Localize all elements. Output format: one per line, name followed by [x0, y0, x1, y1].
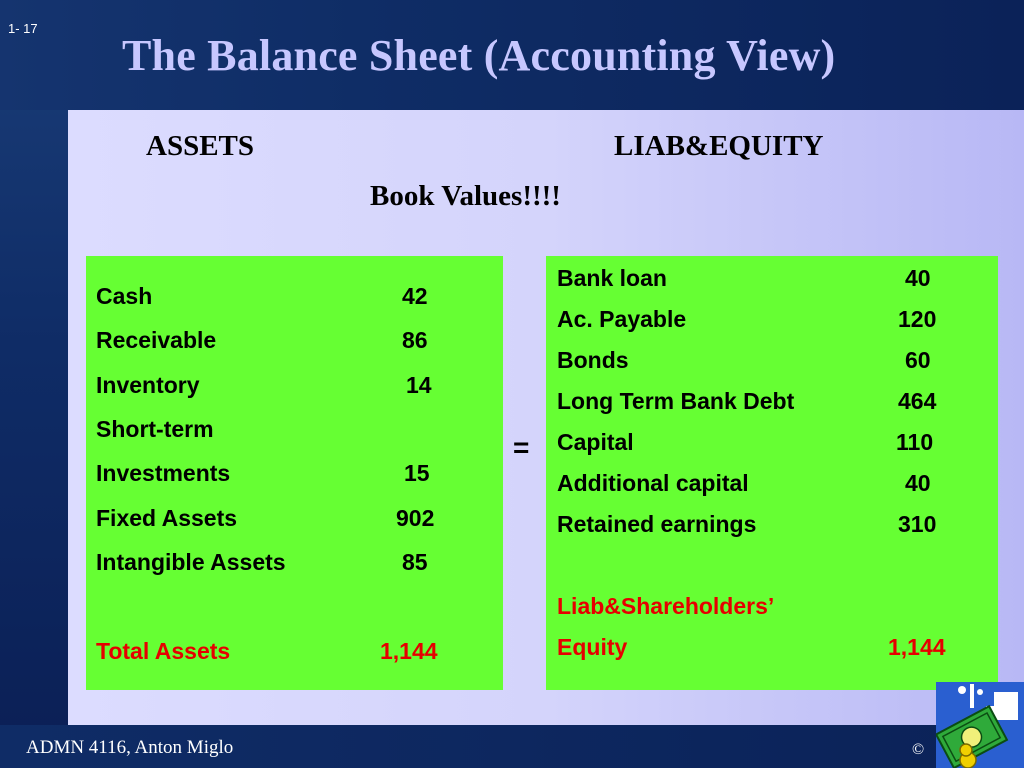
asset-value-fixed-assets: 902	[396, 505, 435, 531]
asset-value-intangible-assets: 85	[402, 549, 428, 575]
asset-value-investments: 15	[404, 460, 430, 486]
liab-value-ac-payable: 120	[898, 306, 937, 332]
asset-label-intangible-assets: Intangible Assets	[96, 549, 286, 575]
asset-value-cash: 42	[402, 283, 428, 309]
liab-equity-box	[546, 256, 998, 690]
total-liab-equity-value: 1,144	[888, 634, 946, 660]
asset-label-fixed-assets: Fixed Assets	[96, 505, 238, 531]
total-assets-label: Total Assets	[96, 638, 231, 664]
liab-value-additional-capital: 40	[905, 470, 931, 496]
footer-author: ADMN 4116, Anton Miglo	[26, 737, 234, 758]
asset-label-investments: Investments	[96, 460, 231, 486]
slide-number: 1- 17	[8, 21, 38, 36]
liab-value-capital: 110	[896, 429, 934, 455]
liab-label-ac-payable: Ac. Payable	[557, 306, 687, 332]
asset-label-cash: Cash	[96, 283, 153, 309]
liab-value-retained-earnings: 310	[898, 511, 937, 537]
liab-label-retained-earnings: Retained earnings	[557, 511, 757, 537]
assets-box	[86, 256, 503, 690]
equals-sign: =	[513, 432, 530, 463]
liab-label-capital: Capital	[557, 429, 634, 455]
liab-value-long-term-bank-debt: 464	[898, 388, 937, 414]
asset-value-inventory: 14	[406, 372, 432, 398]
assets-heading: ASSETS	[146, 130, 255, 162]
book-values-heading: Book Values!!!!	[370, 180, 561, 212]
liab-equity-heading: LIAB&EQUITY	[614, 130, 824, 162]
total-liab-equity-label-line1: Liab&Shareholders’	[557, 593, 775, 619]
left-band	[0, 0, 68, 768]
liab-value-bank-loan: 40	[905, 265, 931, 291]
asset-label-inventory: Inventory	[96, 372, 200, 398]
liab-label-bank-loan: Bank loan	[557, 265, 667, 291]
asset-value-receivable: 86	[402, 327, 428, 353]
asset-label-receivable: Receivable	[96, 327, 217, 353]
total-assets-value: 1,144	[380, 638, 438, 664]
liab-label-bonds: Bonds	[557, 347, 629, 373]
total-liab-equity-label-line2: Equity	[557, 634, 628, 660]
copyright-symbol: ©	[912, 741, 925, 758]
slide-title: The Balance Sheet (Accounting View)	[122, 31, 836, 80]
asset-label-short-term: Short-term	[96, 416, 214, 442]
money-clipart-icon	[936, 682, 1024, 768]
liab-label-long-term-bank-debt: Long Term Bank Debt	[557, 388, 795, 414]
liab-value-bonds: 60	[905, 347, 931, 373]
liab-label-additional-capital: Additional capital	[557, 470, 749, 496]
